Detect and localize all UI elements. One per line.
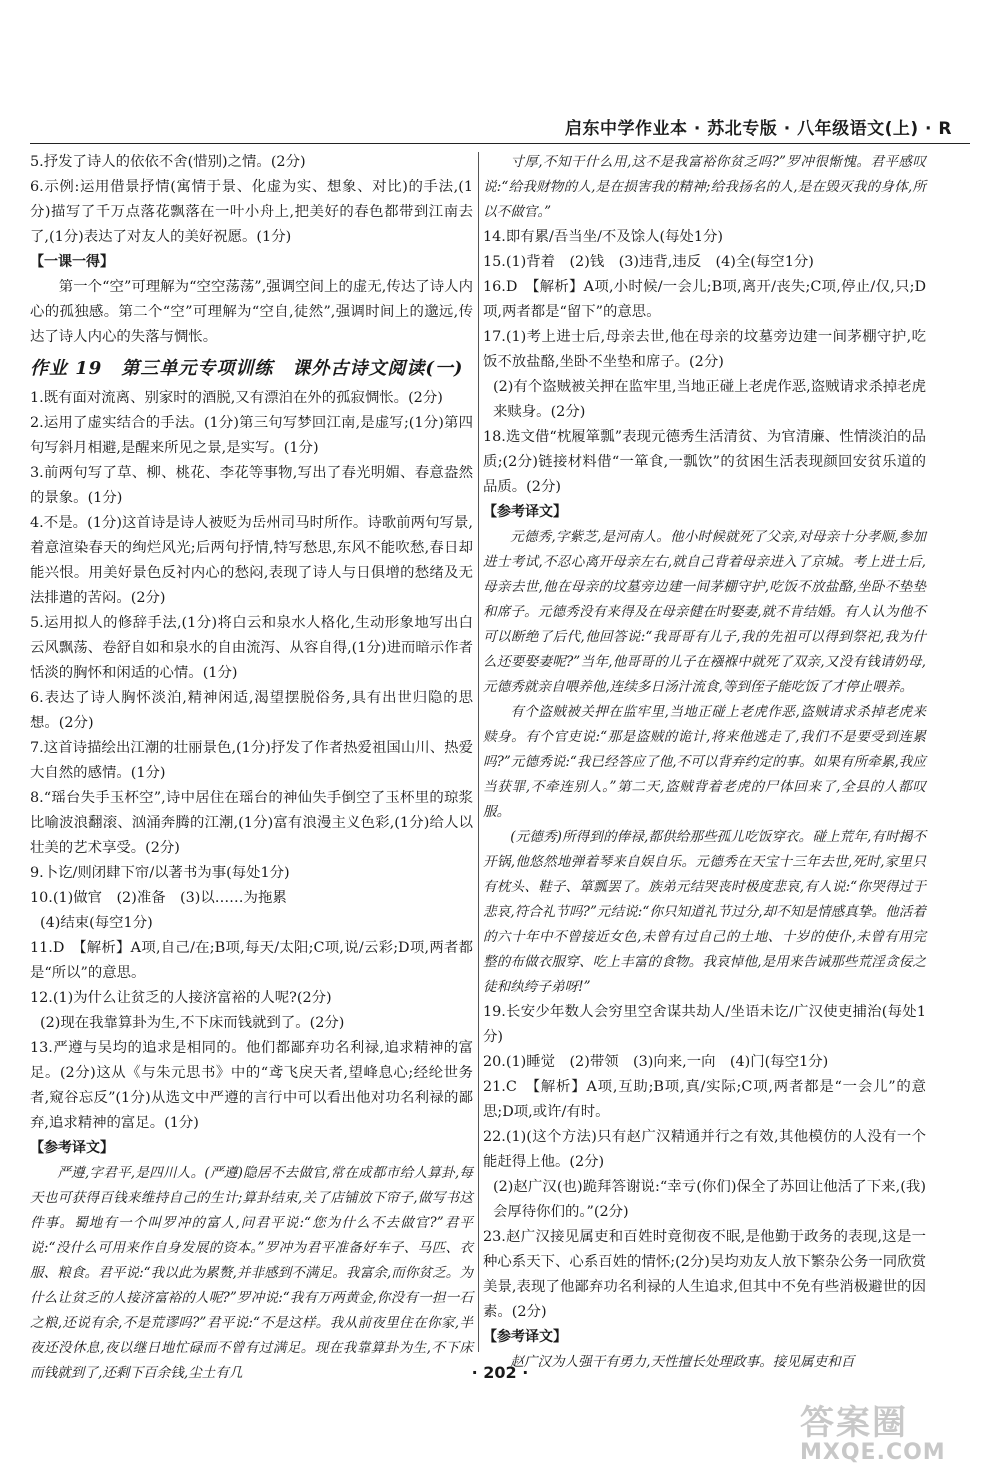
watermark-main: 答案圈 [800, 1403, 908, 1443]
section-tag: 【一课一得】 [30, 254, 114, 270]
right-column [483, 150, 926, 1370]
answer-item: 6.示例:运用借景抒情(寓情于景、化虚为实、想象、对比)的手法,(1分)描写了千万点落花飘落在一叶小舟上,把美好的春色都带到江南去了,(1分)表达了对友人的美好祝愿。(1分) [30, 179, 473, 245]
section-heading: 作业 19 第三单元专项训练 课外古诗文阅读(一) [30, 358, 464, 379]
answer-continuation: (2)赵广汉(也)跪拜答谢说:“幸亏(你们)保全了苏回让他活了下来,(我)会厚待你们的。”(2分) [493, 1179, 926, 1220]
answer-item: 6.表达了诗人胸怀淡泊,精神闲适,渴望摆脱俗务,具有出世归隐的思想。(2分) [30, 690, 473, 731]
note-paragraph: 第一个“空”可理解为“空空荡荡”,强调空间上的虚无,传达了诗人内心的孤独感。第二个“空”可理解为“空自,徒然”,强调时间上的邈远,传达了诗人内心的失落与惆怅。 [30, 279, 473, 345]
answer-item: 20.(1)睡觉 (2)带领 (3)向来,一向 (4)门(每空1分) [483, 1054, 829, 1070]
translation-paragraph: 赵广汉为人强干有勇力,天性擅长处理政事。接见属吏和百 [510, 1354, 855, 1370]
answer-item: 22.(1)(这个方法)只有赵广汉精通并行之有效,其他模仿的人没有一个能赶得上他。(2分) [483, 1129, 926, 1170]
section-tag: 【参考译文】 [483, 504, 567, 520]
translation-paragraph: 有个盗贼被关押在监牢里,当地正碰上老虎作恶,盗贼请求杀掉老虎来赎身。有个官吏说:“那是盗贼的诡计,将来他逃走了,我们不是要受到连累吗?”元德秀说:“我已经答应了他,不可以背弃约定的事。如果有所牵累,我应当获罪,不牵连别人。”第二天,盗贼背着老虎的尸体回来了,全县的人都叹服。 [483, 704, 926, 820]
answer-continuation: (4)结束(每空1分) [40, 915, 153, 931]
answer-item: 5.抒发了诗人的依依不舍(惜别)之情。(2分) [30, 154, 306, 170]
answer-continuation: (2)现在我靠算卦为生,不下床而钱就到了。(2分) [40, 1015, 345, 1031]
answer-item: 12.(1)为什么让贫乏的人接济富裕的人呢?(2分) [30, 990, 332, 1006]
answer-item: 11.D 【解析】A项,自己/在;B项,每天/太阳;C项,说/云彩;D项,两者都是“所以”的意思。 [30, 940, 473, 981]
page-number: · 202 · [471, 1363, 529, 1382]
page-header [30, 95, 970, 144]
answer-item: 15.(1)背着 (2)钱 (3)违背,违反 (4)全(每空1分) [483, 254, 814, 270]
column-divider [478, 152, 479, 1352]
answer-item: 17.(1)考上进士后,母亲去世,他在母亲的坟墓旁边建一间茅棚守护,吃饭不放盐酪,坐卧不坐垫和席子。(2分) [483, 329, 926, 370]
answer-continuation: (2)有个盗贼被关押在监牢里,当地正碰上老虎作恶,盗贼请求杀掉老虎来赎身。(2分) [493, 379, 926, 420]
translation-paragraph: (元德秀)所得到的俸禄,都供给那些孤儿吃饭穿衣。碰上荒年,有时揭不开锅,他悠然地弹着琴来自娱自乐。元德秀在天宝十三年去世,死时,家里只有枕头、鞋子、箪瓢罢了。族弟元结哭丧时极度悲哀,有人说:“你哭得过于悲哀,符合礼节吗?”元结说:“你只知道礼节过分,却不知是情感真挚。他活着的六十年中不曾接近女色,未曾有过自己的土地、十岁的使仆,未曾有用完整的布做衣服穿、吃上丰富的食物。我哀悼他,是用来告诫那些荒淫贪佞之徒和纨绔子弟呀!” [483, 829, 926, 995]
translation-paragraph: 寸厚,不知干什么用,这不是我富裕你贫乏吗?”罗冲很惭愧。君平感叹说:“给我财物的人,是在损害我的精神;给我扬名的人,是在毁灭我的身体,所以不做官。” [483, 154, 926, 220]
answer-item: 19.长安少年数人会穷里空舍谋共劫人/坐语未讫/广汉使吏捕治(每处1分) [483, 1004, 926, 1045]
answer-item: 9.卜讫/则闭肆下帘/以著书为事(每处1分) [30, 865, 290, 881]
answer-item: 10.(1)做官 (2)准备 (3)以……为拖累 [30, 890, 287, 906]
answer-item: 21.C 【解析】A项,互助;B项,真/实际;C项,两者都是“一会儿”的意思;D项,或许/有时。 [483, 1079, 926, 1120]
answer-item: 23.赵广汉接见属吏和百姓时竟彻夜不眠,是他勤于政务的表现,这是一种心系天下、心系百姓的情怀;(2分)吴均劝友人放下繁杂公务一同欣赏美景,表现了他鄙弃功名利禄的人生追求,但其中不免有些消极避世的因素。(2分) [483, 1229, 926, 1320]
watermark-sub: MXQE.COM [800, 1440, 946, 1465]
answer-item: 16.D 【解析】A项,小时候/一会儿;B项,离开/丧失;C项,停止/仅,只;D项,两者都是“留下”的意思。 [483, 279, 926, 320]
answer-item: 7.这首诗描绘出江潮的壮丽景色,(1分)抒发了作者热爱祖国山川、热爱大自然的感情。(1分) [30, 740, 473, 781]
answer-item: 2.运用了虚实结合的手法。(1分)第三句写梦回江南,是虚写;(1分)第四句写斜月相避,是醒来所见之景,是实写。(1分) [30, 415, 473, 456]
header-title: 启东中学作业本 · 苏北专版 · 八年级语文(上) · R [564, 119, 952, 139]
watermark-logo [800, 1405, 970, 1465]
answer-item: 18.选文借“枕履箪瓢”表现元德秀生活清贫、为官清廉、性情淡泊的品质;(2分)链接材料借“一箪食,一瓢饮”的贫困生活表现颜回安贫乐道的品质。(2分) [483, 429, 926, 495]
answer-item: 4.不是。(1分)这首诗是诗人被贬为岳州司马时所作。诗歌前两句写景,着意渲染春天的绚烂风光;后两句抒情,特写愁思,东风不能吹愁,春日却能兴恨。用美好景色反衬内心的愁闷,表现了诗人与日俱增的愁绪及无法排遣的苦闷。(2分) [30, 515, 473, 606]
left-column [30, 150, 473, 1381]
answer-item: 3.前两句写了草、柳、桃花、李花等事物,写出了春光明媚、春意盎然的景象。(1分) [30, 465, 473, 506]
answer-item: 13.严遵与吴均的追求是相同的。他们都鄙弃功名利禄,追求精神的富足。(2分)这从《与朱元思书》中的“鸢飞戾天者,望峰息心;经纶世务者,窥谷忘反”(1分)从选文中严遵的言行中可以看出他对功名利禄的鄙弃,追求精神的富足。(1分) [30, 1040, 473, 1131]
translation-paragraph: 元德秀,字紫芝,是河南人。他小时候就死了父亲,对母亲十分孝顺,参加进士考试,不忍心离开母亲左右,就自己背着母亲进入了京城。考上进士后,母亲去世,他在母亲的坟墓旁边建一间茅棚守护,吃饭不放盐酪,坐卧不垫垫和席子。元德秀没有来得及在母亲健在时娶妻,就不肯结婚。有人认为他不可以断绝了后代,他回答说:“我哥哥有儿子,我的先祖可以得到祭祀,我为什么还要娶妻呢?”当年,他哥哥的儿子在襁褓中就死了双亲,又没有钱请奶母,元德秀就亲自喂养他,连续多日汤汁流食,等到侄子能吃饭了才停止喂养。 [483, 529, 926, 695]
section-tag: 【参考译文】 [483, 1329, 567, 1345]
translation-paragraph: 严遵,字君平,是四川人。(严遵)隐居不去做官,常在成都市给人算卦,每天也可获得百钱来维持自己的生计;算卦结束,关了店铺放下帘子,做写书这件事。蜀地有一个叫罗冲的富人,问君平说:“您为什么不去做官?”君平说:“没什么可用来作自身发展的资本。”罗冲为君平准备好车子、马匹、衣服、粮食。君平说:“我以此为累赘,并非感到不满足。我富余,而你贫乏。为什么让贫乏的人接济富裕的人呢?”罗冲说:“我有万两黄金,你没有一担一石之粮,还说有余,不是荒谬吗?”君平说:“不是这样。我从前夜里住在你家,半夜还没休息,夜以继日地忙碌而不曾有过满足。现在我靠算卦为生,不下床而钱就到了,还剩下百余钱,尘土有几 [30, 1165, 473, 1381]
answer-item: 1.既有面对流离、别家时的酒脱,又有漂泊在外的孤寂惆怅。(2分) [30, 390, 443, 406]
answer-item: 5.运用拟人的修辞手法,(1分)将白云和泉水人格化,生动形象地写出白云风飘荡、卷舒自如和泉水的自由流泻、从容自得,(1分)进而暗示作者恬淡的胸怀和闲适的心情。(1分) [30, 615, 473, 681]
answer-item: 8.“瑶台失手玉杯空”,诗中居住在瑶台的神仙失手倒空了玉杯里的琼浆比喻波浪翻滚、汹涌奔腾的江潮,(1分)富有浪漫主义色彩,(1分)给人以壮美的艺术享受。(2分) [30, 790, 473, 856]
section-tag: 【参考译文】 [30, 1140, 114, 1156]
answer-item: 14.即有累/吾当坐/不及馀人(每处1分) [483, 229, 724, 245]
